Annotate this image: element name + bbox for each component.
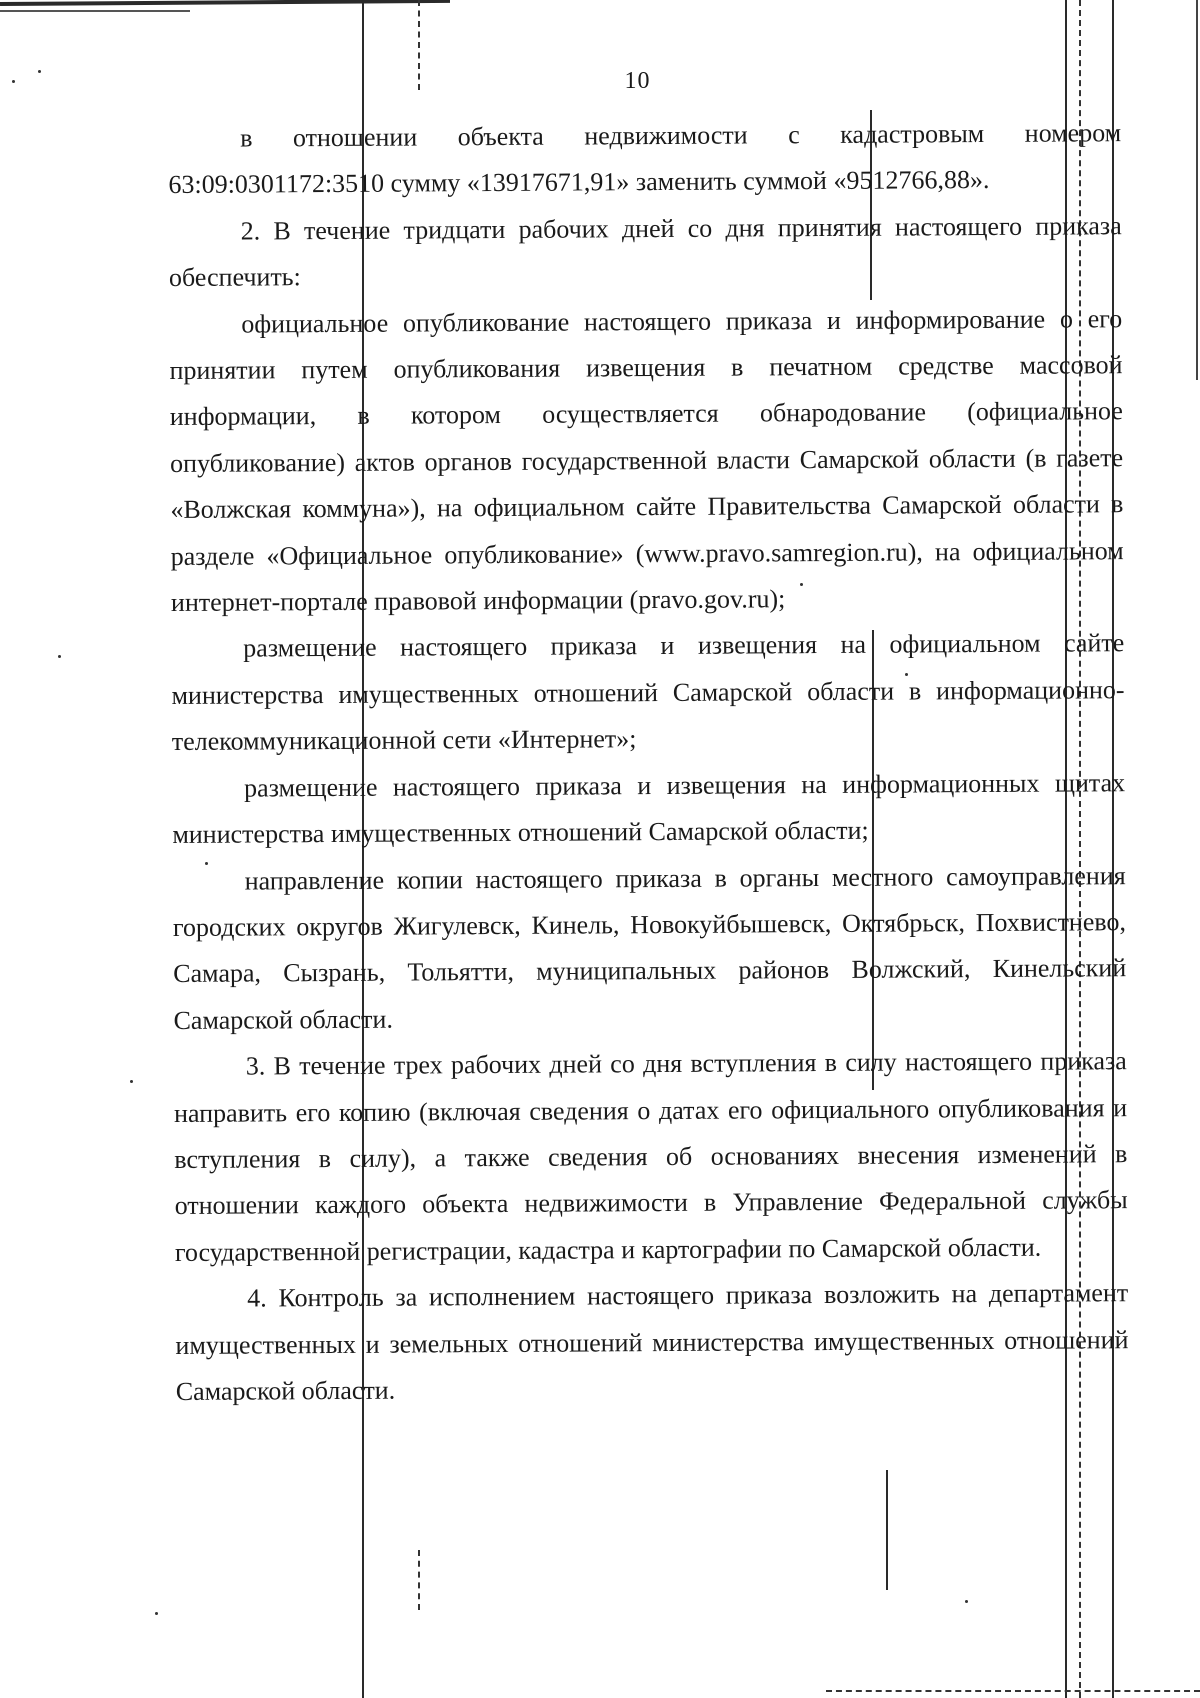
paragraph: 4. Контроль за исполнением настоящего приказа возложить на департамент имущественных и земельных отношений министерства имущественных отношений Самарской области. <box>175 1278 1129 1406</box>
paragraph: 3. В течение трех рабочих дней со дня вступления в силу настоящего приказа направить его копию (включая сведения о датах его официального опубликования и вступления в силу), а также сведения об основаниях внесения изменений в отношении каждого объекта недвижимости в Управление Федеральной службы государственной регистрации, кадастра и картографии по Самарской области. <box>174 1046 1128 1267</box>
scan-fold-line <box>1196 0 1198 380</box>
paragraph: 2. В течение тридцати рабочих дней со дня принятия настоящего приказа обеспечить: <box>168 210 1122 293</box>
paragraph: направление копии настоящего приказа в органы местного самоуправления городских округов Жигулевск, Кинель, Новокуйбышевск, Октябрьск, Похвистнево, Самара, Сызрань, Тольятти, муниципальных районов Волжский, Кинельский Самарской области. <box>172 860 1127 1035</box>
scan-speck <box>130 1080 133 1083</box>
paragraph: в отношении объекта недвижимости с кадастровым номером 63:09:0301172:3510 сумму «13917671,91» заменить суммой «9512766,88». <box>168 118 1122 200</box>
scan-speck <box>155 1612 158 1615</box>
paragraph: размещение настоящего приказа и извещения на официальном сайте министерства имущественных отношений Самарской области в информационно-телекоммуникационной сети «Интернет»; <box>171 628 1125 757</box>
paragraph: официальное опубликование настоящего приказа и информирование о его принятии путем опубликования извещения в печатном средстве массовой информации, в котором осуществляется обнародование (официальное опубликование) актов органов государственной власти Самарской области (в газете «Волжская коммуна»), на официальном сайте Правительства Самарской области в разделе «Официальное опубликование» (www.pravo.samregion.ru), на официальном интернет-портале правовой информации (pravo.gov.ru); <box>169 303 1124 618</box>
scan-fold-line <box>886 1470 888 1590</box>
scan-speck <box>58 655 61 658</box>
scan-edge-artifact <box>0 0 450 6</box>
paragraph: размещение настоящего приказа и извещения на информационных щитах министерства имущественных отношений Самарской области; <box>172 767 1126 850</box>
scan-speck <box>965 1600 968 1603</box>
scan-edge-artifact <box>0 10 190 12</box>
scan-edge-artifact <box>826 1690 1200 1692</box>
document-body <box>168 110 1129 1415</box>
scan-fold-line <box>418 1550 420 1610</box>
page-number: 10 <box>624 68 651 94</box>
